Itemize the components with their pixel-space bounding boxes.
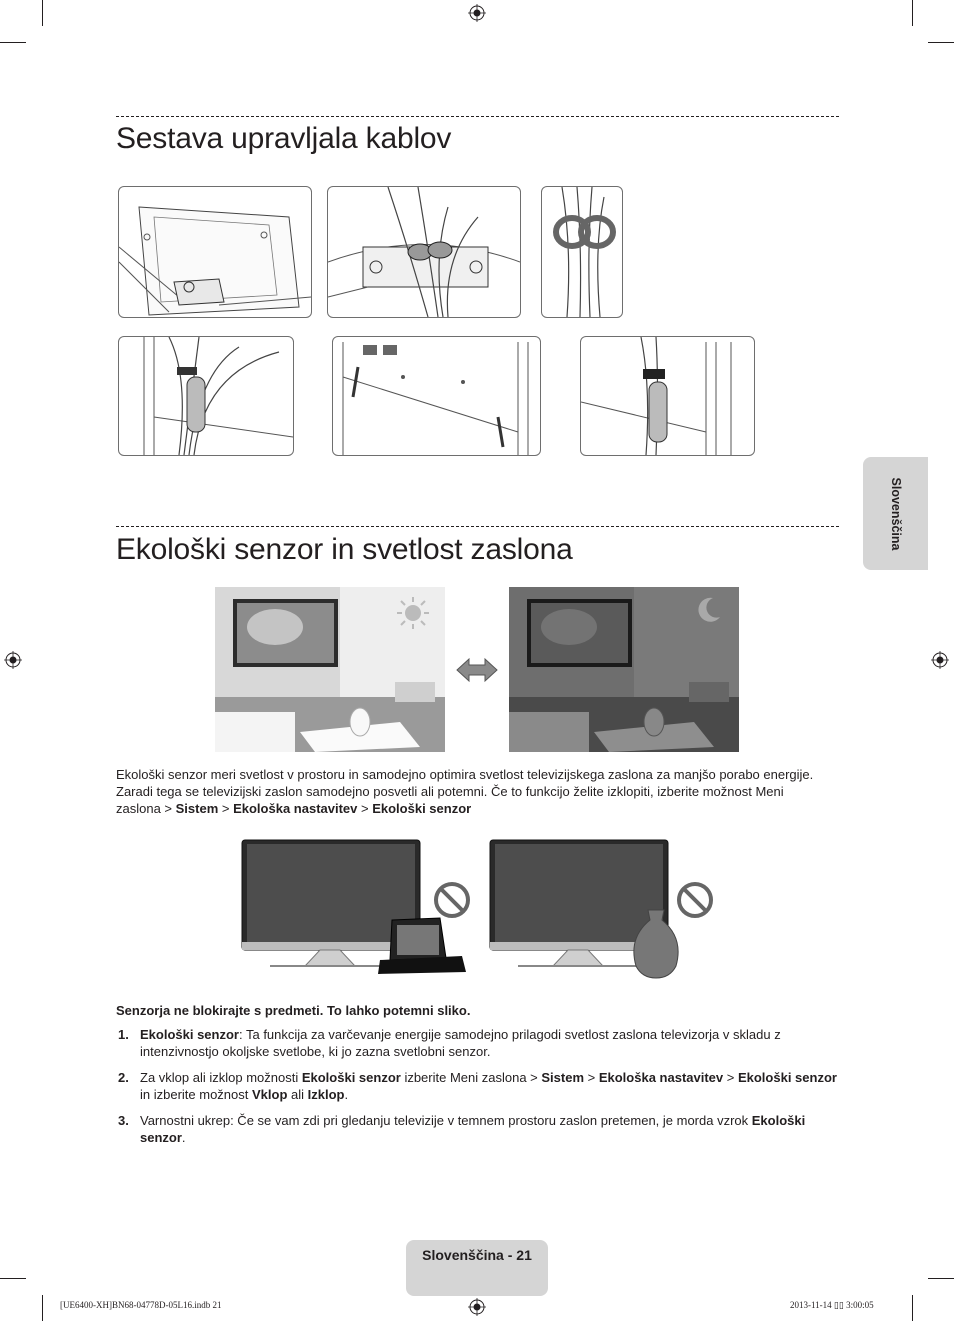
menu-path-separator: >	[218, 801, 234, 816]
cable-illustration-1	[118, 186, 312, 318]
tv-blocked-by-vase	[488, 838, 688, 980]
list-text: >	[584, 1070, 599, 1085]
list-item	[116, 1069, 846, 1103]
list-text: : Ta funkcija za varčevanje energije samodejno prilagodi svetlost zaslona televizorja v skladu z intenzivnostjo okoljske svetlobe, ki jo zazna svetlobni senzor.	[140, 1027, 781, 1059]
registration-mark-icon	[4, 651, 22, 669]
list-text: izberite Meni zaslona >	[400, 1070, 542, 1085]
language-side-tab	[863, 457, 928, 570]
list-text: Varnostni ukrep: Če se vam zdi pri gledanju televizije v temnem prostoru zaslon pretemen, je morda vzrok	[140, 1113, 752, 1128]
page-number: Slovenščina - 21	[422, 1247, 532, 1263]
prohibition-icon	[432, 880, 472, 920]
cable-illustration-2	[327, 186, 521, 318]
menu-path-item: Ekološki senzor	[372, 801, 472, 816]
list-text: >	[723, 1070, 738, 1085]
cable-illustration-3	[541, 186, 623, 318]
menu-path-item: Sistem	[175, 801, 219, 816]
crop-mark	[42, 0, 43, 26]
list-term: Ekološki senzor	[737, 1070, 837, 1085]
double-arrow-icon	[455, 655, 499, 685]
list-number: 3.	[118, 1113, 129, 1128]
section-title-eco-sensor: Ekološki senzor in svetlost zaslona	[116, 533, 573, 566]
menu-path-item: Ekološka nastavitev	[233, 801, 358, 816]
crop-mark	[912, 1295, 913, 1321]
list-item	[116, 1112, 846, 1146]
list-term: Sistem	[541, 1070, 585, 1085]
list-number: 1.	[118, 1027, 129, 1042]
cable-illustration-6	[580, 336, 755, 456]
crop-mark	[42, 1295, 43, 1321]
list-term: Ekološka nastavitev	[598, 1070, 724, 1085]
description-line: Ekološki senzor meri svetlost v prostoru in samodejno optimira svetlost televizijskega zaslona za manjšo porabo energije.	[116, 767, 814, 782]
moon-icon	[693, 595, 723, 625]
eco-sensor-description	[116, 766, 846, 817]
page-number-box	[406, 1240, 548, 1296]
list-text: ali	[287, 1087, 308, 1102]
section-divider	[116, 526, 839, 527]
registration-mark-icon	[468, 4, 486, 22]
list-item	[116, 1026, 846, 1060]
dark-room-photo	[509, 587, 739, 752]
prohibition-icon	[675, 880, 715, 920]
cable-illustration-5	[332, 336, 541, 456]
crop-mark	[928, 1278, 954, 1279]
menu-path-prefix: zaslona >	[116, 801, 176, 816]
list-text: in izberite možnost	[140, 1087, 252, 1102]
menu-path-separator: >	[357, 801, 373, 816]
list-text: Za vklop ali izklop možnosti	[140, 1070, 302, 1085]
section-divider	[116, 116, 839, 117]
registration-mark-icon	[468, 1298, 486, 1316]
crop-mark	[928, 42, 954, 43]
list-number: 2.	[118, 1070, 129, 1085]
print-file-info: [UE6400-XH]BN68-04778D-05L16.indb 21	[60, 1300, 222, 1310]
sensor-warning: Senzorja ne blokirajte s predmeti. To lahko potemni sliko.	[116, 1003, 471, 1018]
crop-mark	[0, 42, 26, 43]
list-term: Izklop	[307, 1087, 345, 1102]
list-term: Ekološki senzor	[301, 1070, 401, 1085]
bright-room-photo	[215, 587, 445, 752]
crop-mark	[0, 1278, 26, 1279]
list-text: .	[344, 1087, 349, 1102]
registration-mark-icon	[931, 651, 949, 669]
sun-icon	[395, 595, 431, 631]
description-line: Zaradi tega se televizijski zaslon samodejno posvetli ali potemni. Če to funkcijo želite izklopiti, izberite možnost Meni	[116, 784, 784, 799]
list-term: Ekološki senzor	[140, 1027, 239, 1042]
cable-illustration-4	[118, 336, 294, 456]
crop-mark	[912, 0, 913, 26]
print-date-info: 2013-11-14 ▯▯ 3:00:05	[790, 1300, 874, 1310]
section-title-cable-manager: Sestava upravljala kablov	[116, 122, 452, 155]
language-side-tab-label: Slovenščina	[888, 477, 903, 550]
list-text: .	[181, 1130, 186, 1145]
list-term: Vklop	[252, 1087, 288, 1102]
eco-sensor-notes	[116, 1026, 846, 1146]
list-term: Ekološki senzor	[140, 1113, 806, 1145]
